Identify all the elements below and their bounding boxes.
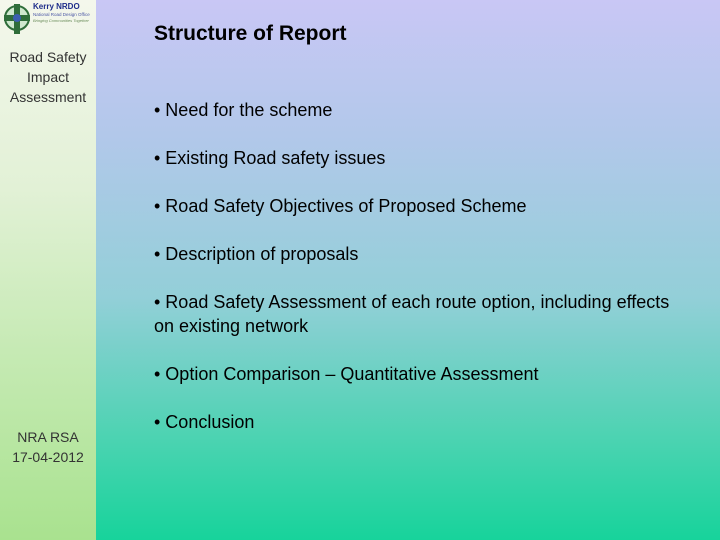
sidebar-footer-line: 17-04-2012: [12, 449, 84, 465]
sidebar-footer: [0, 427, 96, 467]
bullet-item: • Description of proposals: [154, 244, 359, 264]
bullet-item: • Option Comparison – Quantitative Assessment: [154, 364, 539, 384]
celtic-cross-icon: [3, 2, 33, 36]
logo-title: Kerry NRDO: [33, 2, 80, 11]
bullet-item: • Road Safety Objectives of Proposed Scheme: [154, 196, 527, 216]
sidebar-title: [0, 47, 96, 107]
sidebar-title-line: Impact: [26, 69, 69, 85]
logo: [3, 2, 95, 36]
logo-tagline: Bringing Communities Together: [33, 18, 89, 23]
bullet-item: • Existing Road safety issues: [154, 148, 386, 168]
sidebar-title-line: Assessment: [9, 89, 87, 105]
slide-title: Structure of Report: [154, 22, 347, 45]
bullet-item: • Road Safety Assessment of each route option, including effects on existing network: [154, 292, 670, 336]
logo-subtitle: National Road Design Office: [33, 12, 90, 17]
bullet-list: [154, 98, 694, 458]
sidebar-footer-line: NRA RSA: [17, 429, 79, 445]
sidebar: [0, 0, 96, 540]
bullet-item: • Conclusion: [154, 412, 255, 432]
bullet-item: • Need for the scheme: [154, 100, 333, 120]
sidebar-title-line: Road Safety: [9, 49, 87, 65]
logo-text: [33, 2, 95, 24]
